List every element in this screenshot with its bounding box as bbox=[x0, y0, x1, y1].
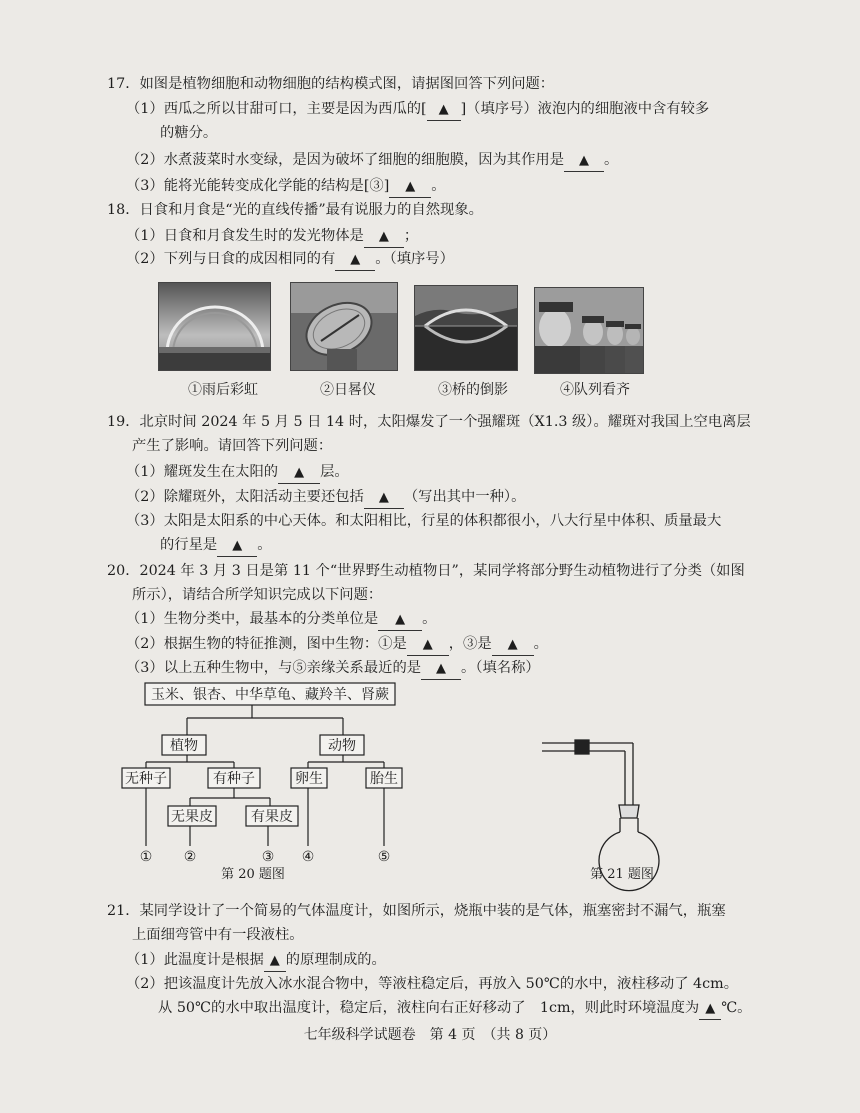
q21-part1: （1）此温度计是根据 ▲ 的原理制成的。 bbox=[126, 950, 386, 972]
page-footer: 七年级科学试题卷 第 4 页 （共 8 页） bbox=[303, 1027, 557, 1043]
answer-blank[interactable]: ▲ bbox=[364, 487, 404, 509]
tree-leaf-5: ⑤ bbox=[377, 849, 391, 865]
answer-blank[interactable]: ▲ bbox=[217, 535, 257, 557]
q17-part2: （2）水煮菠菜时水变绿，是因为破坏了细胞的细胞膜，因为其作用是 ▲ 。 bbox=[126, 150, 618, 172]
q18-part2: （2）下列与日食的成因相同的有 ▲ 。（填序号） bbox=[126, 249, 454, 271]
q21-stem: 21．某同学设计了一个简易的气体温度计，如图所示，烧瓶中装的是气体，瓶塞密封不漏气，瓶塞 bbox=[107, 903, 726, 919]
tree-viviparous-label: 胎生 bbox=[370, 771, 398, 787]
q19-part2: （2）除耀斑外，太阳活动主要还包括 ▲ （写出其中一种）。 bbox=[126, 487, 525, 509]
answer-blank[interactable]: ▲ bbox=[364, 226, 404, 248]
answer-blank[interactable]: ▲ bbox=[427, 99, 461, 121]
q19-part3: （3）太阳是太阳系的中心天体。和太阳相比，行星的体积都很小，八大行星中体积、质量最大 bbox=[126, 513, 722, 529]
caption-lineup: ④队列看齐 bbox=[560, 382, 630, 398]
answer-blank[interactable]: ▲ bbox=[421, 658, 461, 680]
q20-part2: （2）根据生物的特征推测，图中生物：①是 ▲ ，③是 ▲ 。 bbox=[126, 634, 548, 656]
q17-stem: 17．如图是植物细胞和动物细胞的结构模式图，请据图回答下列问题： bbox=[107, 76, 555, 92]
tree-leaf-3: ③ bbox=[261, 849, 275, 865]
q18-stem: 18．日食和月食是“光的直线传播”最有说服力的自然现象。 bbox=[107, 202, 483, 218]
q21-stem-cont: 上面细弯管中有一段液柱。 bbox=[132, 927, 304, 943]
tree-oviparous-label: 卵生 bbox=[295, 771, 323, 787]
answer-blank[interactable]: ▲ bbox=[335, 249, 375, 271]
tree-no-pericarp-label: 无果皮 bbox=[171, 809, 213, 825]
answer-blank[interactable]: ▲ bbox=[378, 609, 422, 631]
fig21-caption: 第 21 题图 bbox=[590, 867, 654, 882]
tree-has-pericarp-label: 有果皮 bbox=[251, 809, 293, 825]
q20-stem: 20．2024 年 3 月 3 日是第 11 个“世界野生动植物日”，某同学将部分野生动植物进行了分类（如图 bbox=[107, 563, 745, 579]
tree-leaf-1: ① bbox=[139, 849, 153, 865]
answer-blank[interactable]: ▲ bbox=[389, 176, 431, 198]
caption-rainbow: ①雨后彩虹 bbox=[188, 382, 258, 398]
q20-part3: （3）以上五种生物中，与⑤亲缘关系最近的是 ▲ 。（填名称） bbox=[126, 658, 540, 680]
answer-blank[interactable]: ▲ bbox=[278, 462, 320, 484]
answer-blank[interactable]: ▲ bbox=[492, 634, 534, 656]
answer-blank[interactable]: ▲ bbox=[564, 150, 604, 172]
answer-blank[interactable]: ▲ bbox=[264, 950, 286, 972]
caption-sundial: ②日晷仪 bbox=[320, 382, 376, 398]
fig20-caption: 第 20 题图 bbox=[221, 867, 285, 882]
q17-part1: （1）西瓜之所以甘甜可口，主要是因为西瓜的[ ▲ ]（填序号）液泡内的细胞液中含有较多 bbox=[126, 99, 709, 121]
tree-root-label: 玉米、银杏、中华草龟、藏羚羊、肾蕨 bbox=[151, 687, 389, 703]
tree-animal-label: 动物 bbox=[328, 738, 356, 754]
q19-stem: 19．北京时间 2024 年 5 月 5 日 14 时，太阳爆发了一个强耀斑（X1.3 级）。耀斑对我国上空电离层 bbox=[107, 414, 751, 430]
q20-part1: （1）生物分类中，最基本的分类单位是 ▲ 。 bbox=[126, 609, 436, 631]
answer-blank[interactable]: ▲ bbox=[699, 998, 721, 1020]
q21-part2-cont: 从 50℃的水中取出温度计，稳定后，液柱向右正好移动了 1cm，则此时环境温度为 ▲ ℃。 bbox=[158, 998, 751, 1020]
liquid-column bbox=[575, 740, 589, 754]
tree-plant-label: 植物 bbox=[170, 738, 198, 754]
q19-part3-cont: 的行星是 ▲ 。 bbox=[160, 535, 271, 557]
q21-part2: （2）把该温度计先放入冰水混合物中，等液柱稳定后，再放入 50℃的水中，液柱移动了 4cm。 bbox=[126, 976, 739, 992]
tree-no-seed-label: 无种子 bbox=[125, 771, 167, 787]
answer-blank[interactable]: ▲ bbox=[407, 634, 449, 656]
tree-has-seed-label: 有种子 bbox=[213, 771, 255, 787]
caption-bridge: ③桥的倒影 bbox=[438, 382, 508, 398]
q19-stem-cont: 产生了影响。请回答下列问题： bbox=[132, 438, 333, 454]
q17-part3: （3）能将光能转变成化学能的结构是[③] ▲ 。 bbox=[126, 176, 446, 198]
q19-part1: （1）耀斑发生在太阳的 ▲ 层。 bbox=[126, 462, 349, 484]
q20-stem-cont: 所示），请结合所学知识完成以下问题： bbox=[132, 587, 383, 603]
tree-leaf-2: ② bbox=[183, 849, 197, 865]
tree-leaf-4: ④ bbox=[301, 849, 315, 865]
q17-part1-cont: 的糖分。 bbox=[160, 125, 218, 141]
q18-part1: （1）日食和月食发生时的发光物体是 ▲ ； bbox=[126, 226, 418, 248]
